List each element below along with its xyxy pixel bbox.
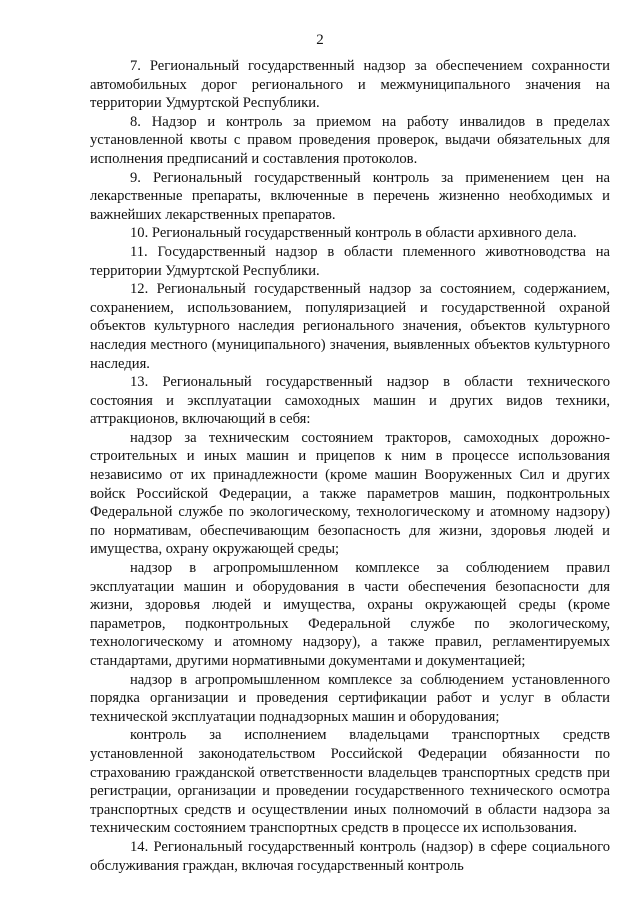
document-body [90,57,610,875]
paragraph-item-9: 9. Региональный государственный контроль за применением цен на лекарственные препараты, включенные в перечень жизненно необходимых и важнейших лекарственных препаратов. [90,169,610,223]
paragraph-subitem-tractor-supervision: надзор за техническим состоянием тракторов, самоходных дорожно-строительных и иных машин и прицепов к ним в процессе использования независимо от их принадлежности (кроме машин Вооруженных Сил и других войск Российской Федерации, а также параметров машин, подконтрольных Федеральной службе по экологическому, технологическому и атомному надзору) по нормативам, обеспечивающим безопасность для жизни, здоровья людей и имущества, охрану окружающей среды; [90,429,610,558]
paragraph-subitem-insurance-control: контроль за исполнением владельцами транспортных средств установленной законодательством Российской Федерации обязанности по страхованию гражданской ответственности владельцев транспортных средств при регистрации, организации и проведении государственного технического осмотра транспортных средств и осуществлении иных полномочий в области надзора за техническим состоянием транспортных средств в процессе их использования. [90,727,610,837]
paragraph-subitem-equipment-safety: надзор в агропромышленном комплексе за соблюдением правил эксплуатации машин и оборудования в части обеспечения безопасности для жизни, здоровья людей и имущества, охраны окружающей среды (кроме параметров, подконтрольных Федеральной службе по экологическому, технологическому и атомному надзору), а также правил, регламентируемых стандартами, другими нормативными документами и документацией; [90,560,610,669]
paragraph-item-11: 11. Государственный надзор в области племенного животноводства на территории Удмуртской Республики. [90,243,610,279]
paragraph-subitem-certification: надзор в агропромышленном комплексе за соблюдением установленного порядка организации и проведения сертификации работ и услуг в области технической эксплуатации поднадзорных машин и оборудования; [90,671,610,725]
paragraph-item-14: 14. Региональный государственный контроль (надзор) в сфере социального обслуживания граждан, включая государственный контроль [90,838,610,874]
page-number: 2 [316,32,324,48]
paragraph-item-13: 13. Региональный государственный надзор в области технического состояния и эксплуатации самоходных машин и других видов техники, аттракционов, включающий в себя: [90,374,610,428]
paragraph-item-7: 7. Региональный государственный надзор за обеспечением сохранности автомобильных дорог регионального и межмуниципального значения на территории Удмуртской Республики. [90,58,610,112]
paragraph-item-12: 12. Региональный государственный надзор за состоянием, содержанием, сохранением, использованием, популяризацией и государственной охраной объектов культурного наследия регионального значения, объектов культурного наследия местного (муниципального) значения, выявленных объектов культурного наследия. [90,281,610,372]
paragraph-item-8: 8. Надзор и контроль за приемом на работу инвалидов в пределах установленной квоты с правом проведения проверок, выдачи обязательных для исполнения предписаний и составления протоколов. [90,113,610,167]
paragraph-item-10: 10. Региональный государственный контроль в области архивного дела. [130,225,577,242]
